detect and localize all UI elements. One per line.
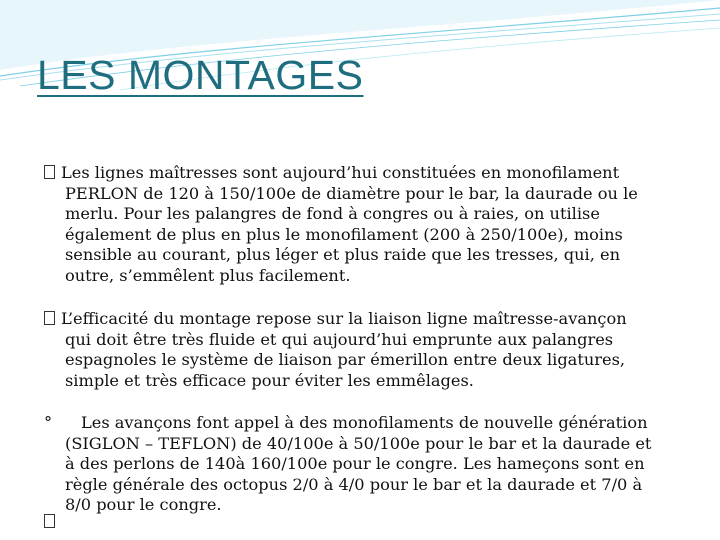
paragraph-line: qui doit être très fluide et qui aujourd’hui emprunte aux palangres (65, 329, 614, 349)
paragraph-line: également de plus en plus le monofilament (200 à 250/100e), moins (65, 224, 623, 244)
bullet-box-icon (44, 311, 55, 325)
paragraph-line: simple et très efficace pour éviter les emmêlages. (65, 370, 474, 390)
slide-title: LES MONTAGES (37, 52, 364, 98)
paragraph-efficacite (44, 309, 684, 391)
paragraph-line: règle générale des octopus 2/0 à 4/0 pour le bar et la daurade et 7/0 à (65, 474, 643, 494)
trailing-bullet-box-icon (44, 514, 55, 528)
paragraph-line: outre, s’emmêlent plus facilement. (65, 265, 351, 285)
paragraph-line: à des perlons de 140à 160/100e pour le congre. Les hameçons sont en (65, 454, 645, 473)
paragraph-line: 8/0 pour le congre. (65, 495, 222, 514)
paragraph-line: sensible au courant, plus léger et plus raide que les tresses, qui, en (65, 245, 621, 264)
paragraph-line: ° Les avançons font appel à des monofilaments de nouvelle génération (44, 413, 648, 432)
paragraph-line: merlu. Pour les palangres de fond à congres ou à raies, on utilise (65, 204, 600, 223)
paragraph-line: PERLON de 120 à 150/100e de diamètre pour le bar, la daurade ou le (65, 183, 638, 203)
paragraph-line: Les lignes maîtresses sont aujourd’hui constituées en monofilament (44, 163, 684, 184)
paragraph-lignes-maitresses (44, 163, 684, 286)
paragraph-avancons (44, 413, 684, 516)
paragraph-line: L’efficacité du montage repose sur la liaison ligne maîtresse-avançon (44, 309, 684, 330)
degree-bullet: ° (44, 413, 53, 432)
bullet-box-icon (44, 165, 55, 179)
paragraph-line: (SIGLON – TEFLON) de 40/100e à 50/100e pour le bar et la daurade et (65, 433, 652, 453)
paragraph-line: espagnoles le système de liaison par émerillon entre deux ligatures, (65, 350, 626, 369)
